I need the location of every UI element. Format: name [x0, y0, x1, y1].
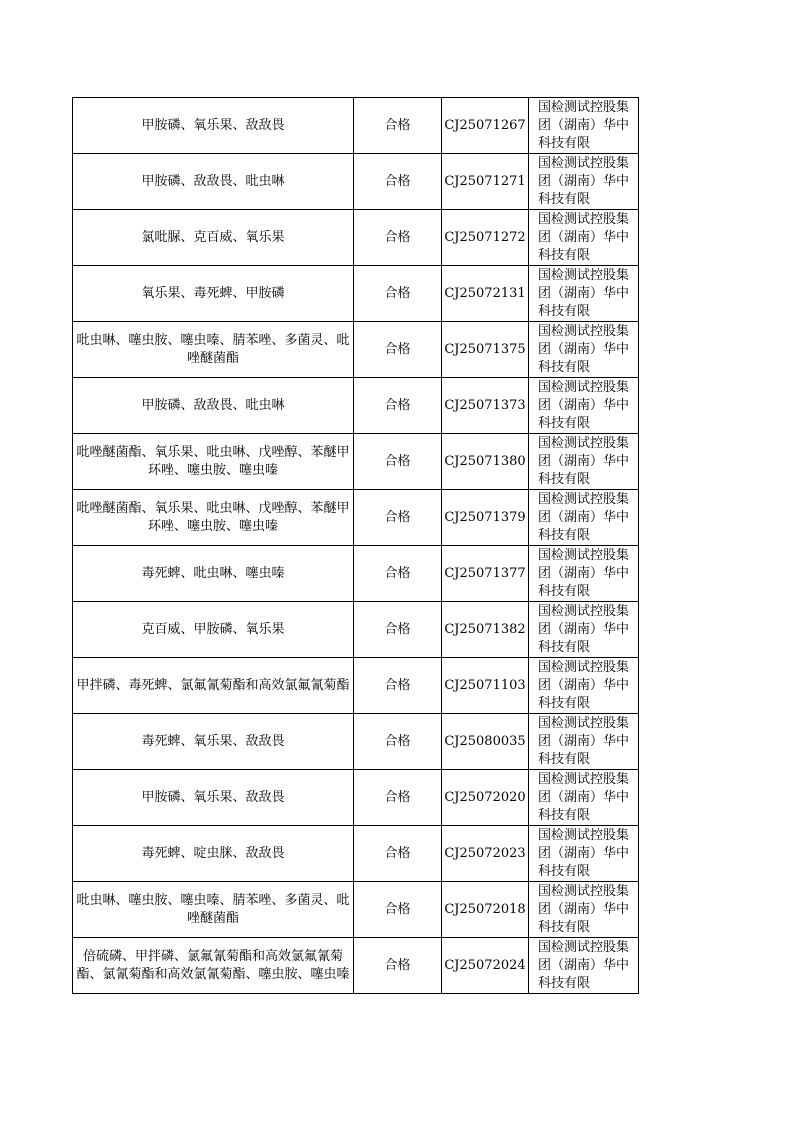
testing-org-cell: 国检测试控股集团（湖南）华中科技有限: [529, 770, 639, 826]
report-code-cell: CJ25071380: [442, 434, 529, 490]
table-body: [73, 98, 639, 994]
report-code-cell: CJ25071103: [442, 658, 529, 714]
test-items-cell: 甲胺磷、氧乐果、敌敌畏: [73, 770, 354, 826]
report-code-cell: CJ25071272: [442, 210, 529, 266]
result-cell: 合格: [354, 434, 442, 490]
table-row: [73, 210, 639, 266]
table-row: [73, 658, 639, 714]
test-items-cell: 氯吡脲、克百威、氧乐果: [73, 210, 354, 266]
testing-org-cell: 国检测试控股集团（湖南）华中科技有限: [529, 378, 639, 434]
result-cell: 合格: [354, 938, 442, 994]
testing-org-cell: 国检测试控股集团（湖南）华中科技有限: [529, 882, 639, 938]
table-row: [73, 98, 639, 154]
testing-org-cell: 国检测试控股集团（湖南）华中科技有限: [529, 210, 639, 266]
result-cell: 合格: [354, 98, 442, 154]
testing-org-cell: 国检测试控股集团（湖南）华中科技有限: [529, 602, 639, 658]
report-code-cell: CJ25071377: [442, 546, 529, 602]
result-cell: 合格: [354, 322, 442, 378]
test-items-cell: 甲拌磷、毒死蜱、氯氟氰菊酯和高效氯氟氰菊酯: [73, 658, 354, 714]
testing-org-cell: 国检测试控股集团（湖南）华中科技有限: [529, 266, 639, 322]
result-cell: 合格: [354, 266, 442, 322]
table-row: [73, 266, 639, 322]
result-cell: 合格: [354, 658, 442, 714]
testing-org-cell: 国检测试控股集团（湖南）华中科技有限: [529, 658, 639, 714]
report-code-cell: CJ25071373: [442, 378, 529, 434]
test-items-cell: 甲胺磷、氧乐果、敌敌畏: [73, 98, 354, 154]
testing-org-cell: 国检测试控股集团（湖南）华中科技有限: [529, 490, 639, 546]
testing-org-cell: 国检测试控股集团（湖南）华中科技有限: [529, 98, 639, 154]
report-code-cell: CJ25072020: [442, 770, 529, 826]
report-code-cell: CJ25072131: [442, 266, 529, 322]
table-row: [73, 882, 639, 938]
report-code-cell: CJ25071382: [442, 602, 529, 658]
report-code-cell: CJ25072018: [442, 882, 529, 938]
result-cell: 合格: [354, 154, 442, 210]
result-cell: 合格: [354, 378, 442, 434]
test-items-cell: 氧乐果、毒死蜱、甲胺磷: [73, 266, 354, 322]
table-row: [73, 378, 639, 434]
table-row: [73, 154, 639, 210]
table-row: [73, 714, 639, 770]
result-cell: 合格: [354, 882, 442, 938]
testing-org-cell: 国检测试控股集团（湖南）华中科技有限: [529, 322, 639, 378]
testing-org-cell: 国检测试控股集团（湖南）华中科技有限: [529, 826, 639, 882]
test-items-cell: 吡虫啉、噻虫胺、噻虫嗪、腈苯唑、多菌灵、吡唑醚菌酯: [73, 322, 354, 378]
result-cell: 合格: [354, 210, 442, 266]
table-row: [73, 490, 639, 546]
table-row: [73, 602, 639, 658]
test-items-cell: 吡唑醚菌酯、氧乐果、吡虫啉、戊唑醇、苯醚甲环唑、噻虫胺、噻虫嗪: [73, 434, 354, 490]
test-items-cell: 吡唑醚菌酯、氧乐果、吡虫啉、戊唑醇、苯醚甲环唑、噻虫胺、噻虫嗪: [73, 490, 354, 546]
report-code-cell: CJ25071271: [442, 154, 529, 210]
test-items-cell: 吡虫啉、噻虫胺、噻虫嗪、腈苯唑、多菌灵、吡唑醚菌酯: [73, 882, 354, 938]
table-row: [73, 322, 639, 378]
result-cell: 合格: [354, 770, 442, 826]
table-row: [73, 434, 639, 490]
table-row: [73, 938, 639, 994]
report-code-cell: CJ25080035: [442, 714, 529, 770]
result-cell: 合格: [354, 602, 442, 658]
test-items-cell: 甲胺磷、敌敌畏、吡虫啉: [73, 154, 354, 210]
table-row: [73, 826, 639, 882]
table-row: [73, 546, 639, 602]
testing-org-cell: 国检测试控股集团（湖南）华中科技有限: [529, 938, 639, 994]
result-cell: 合格: [354, 546, 442, 602]
testing-org-cell: 国检测试控股集团（湖南）华中科技有限: [529, 154, 639, 210]
test-items-cell: 毒死蜱、吡虫啉、噻虫嗪: [73, 546, 354, 602]
report-code-cell: CJ25071267: [442, 98, 529, 154]
test-items-cell: 甲胺磷、敌敌畏、吡虫啉: [73, 378, 354, 434]
result-cell: 合格: [354, 714, 442, 770]
table-row: [73, 770, 639, 826]
test-items-cell: 毒死蜱、氧乐果、敌敌畏: [73, 714, 354, 770]
report-code-cell: CJ25072024: [442, 938, 529, 994]
report-code-cell: CJ25072023: [442, 826, 529, 882]
testing-org-cell: 国检测试控股集团（湖南）华中科技有限: [529, 714, 639, 770]
test-items-cell: 克百威、甲胺磷、氧乐果: [73, 602, 354, 658]
result-cell: 合格: [354, 490, 442, 546]
test-items-cell: 倍硫磷、甲拌磷、氯氟氰菊酯和高效氯氟氰菊酯、氯氰菊酯和高效氯氰菊酯、噻虫胺、噻虫嗪: [73, 938, 354, 994]
result-cell: 合格: [354, 826, 442, 882]
report-code-cell: CJ25071375: [442, 322, 529, 378]
testing-org-cell: 国检测试控股集团（湖南）华中科技有限: [529, 434, 639, 490]
testing-org-cell: 国检测试控股集团（湖南）华中科技有限: [529, 546, 639, 602]
inspection-results-table: [72, 97, 639, 994]
report-code-cell: CJ25071379: [442, 490, 529, 546]
test-items-cell: 毒死蜱、啶虫脒、敌敌畏: [73, 826, 354, 882]
